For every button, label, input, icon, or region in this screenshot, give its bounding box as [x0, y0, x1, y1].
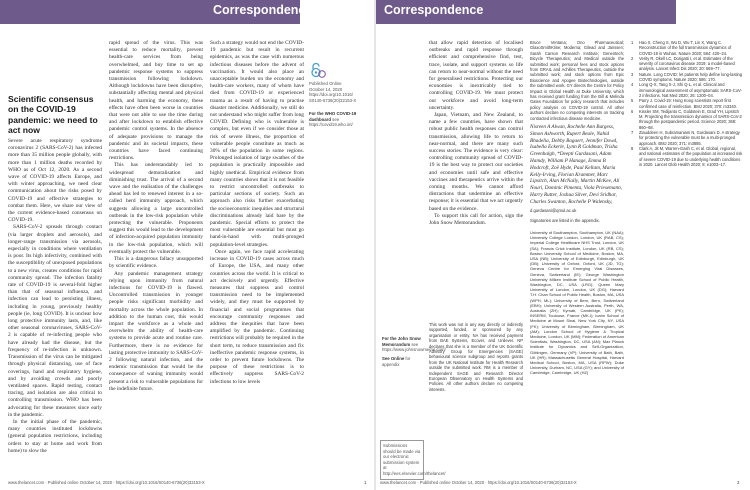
doi-link-suffix[interactable]: S0140-6736(20)32153-X: [309, 97, 357, 103]
paragraph: SARS-CoV-2 spreads through contact (via larger droplets and aerosols), and longer-range transmission via aerosols, especially in conditions where ventilation is poor. Its high infectivity, combined with the susceptibility of unexposed populations to a new virus, creates conditions for rapid community spread. The infection fatality rate of COVID-19 is several-fold higher than that of seasonal influenza, and infection can lead to persisting illness, including in young, previously healthy people (ie, long COVID). It is unclear how long protective immunity lasts, and, like other seasonal coronaviruses, SARS-CoV-2 is capable of re-infecting people who have already had the disease, but the frequency of re-infection is unknown. Transmission of the virus can be mitigated through physical distancing, use of face coverings, hand and respiratory hygiene, and by avoiding crowds and poorly ventilated spaces. Rapid testing, contact tracing, and isolation are also critical to controlling transmission. WHO has been advocating for these measures since early in the pandemic.: [8, 224, 102, 418]
john-snow-label: For the John Snow Memorandum: [382, 336, 421, 347]
reference-item: 1 Hao X, Cheng S, Wu D, Wu T, Lin X, Wang C. Reconstruction of the full transmission dynamics of COVID-19 in Wuhan. Nature 2020; 584: 420–24.: [631, 40, 732, 56]
section-title: Correspondence: [384, 3, 484, 17]
paragraph: Severe acute respiratory syndrome coronavirus 2 (SARS-CoV-2) has infected more than 35 million people globally, with more than 1 million deaths recorded by WHO as of Oct 12, 2020. As a second wave of COVID-19 affects Europe, and with winter approaching, we need clear communication about the risks posed by COVID-19 and effective strategies to combat them. Here, we share our view of the current evidence-based consensus on COVID-19.: [8, 138, 102, 224]
article-column-1: [8, 138, 102, 472]
left-page: [0, 0, 374, 490]
reference-item: 2 Verity R, Okell LC, Dorigatti I, et al. Estimates of the severity of coronavirus disease 2019: a model-based analysis. Lancet Infect Dis 2020; 20: 669–77.: [631, 55, 735, 72]
who-dashboard-note: [309, 111, 371, 128]
doi-link[interactable]: https://doi.org/10.1016/: [309, 92, 353, 98]
appendix-note: [382, 356, 424, 367]
section-title: Correspondence: [213, 3, 313, 17]
article-column-3: [210, 40, 304, 472]
paragraph: This has understandably led to widespread demoralisation and diminishing trust. The arrival of a second wave and the realisation of the challenges ahead has led to renewed interest in a so-called herd immunity approach, which suggests allowing a large uncontrolled outbreak in the low-risk population while protecting the vulnerable. Proponents suggest this would lead to the development of infection-acquired population immunity in the low-risk population, which will eventually protect the vulnerable.: [109, 162, 203, 255]
paragraph: To support this call for action, sign the John Snow Memorandum.: [429, 212, 523, 227]
footer-left: www.thelancet.com · Published online October 14, 2020 · https://doi.org/10.1016/S0140-6736(20)32153-X: [8, 480, 205, 485]
reference-item: 8 Clark A, Jit M, Warren-Gash C, et al. Global, regional, and national estimates of the population at increased risk of severe COVID-19 due to underlying health conditions in 2020. Lancet Glob Health 2020; 8: e1003–17.: [631, 145, 743, 167]
published-date: October 14, 2020: [309, 86, 343, 92]
affiliation-list: University of Southampton, Southampton, UK (NAA); University College London, London, UK (RAB, CS); Imperial College Healthcare NHS Trust, London, UK (SA); Francis Crick Institute, London, UK (RB, CS); Boston University School of Medicine, Boston, MA, USA (NB); University of Edinburgh, Edinburgh, UK (DB); University of Oxford, Oxford, UK (JD, TG); Geneva Centre for Emerging Viral Diseases, Geneva, Switzerland (IE); George Washington University Milken Institute School of Public Health, Washington, DC, USA (LRG); Queen Mary University of London, London, UK (DG); Harvard T.H. Chan School of Public Health, Boston, MA, USA (WPH, ML); University of Bern, Bern, Switzerland (EBH); University of Western Australia, Perth, WA, Australia (ZH); Kymab, Cambridge, UK (PK); INSERM, Toulouse, France (MK-I); Icahn School of Medicine at Mount Sinai, New York City, NY, USA (FK); University of Birmingham, Birmingham, UK (AM); London School of Hygiene & Tropical Medicine, London, UK (MM); Federation of American Scientists, Washington, DC, USA (AN); Max Planck Institute for Dynamics and Self-Organization, Göttingen, Germany (VP); University of Bath, Bath, UK (HR); Massachusetts General Hospital, Harvard Medical School, Boston, MA, USA (RPW); Duke University, Durham, NC, USA (GY); and University of Cambridge, Cambridge, UK (HZ): [530, 230, 624, 376]
affiliation-continued: Bruce Ventana; Ono Pharmaceutical; GlaxoSmithKline; Moderna; Gilead and Janssen; Sarah Carson Research Institute; Genentech; Bicycle Therapeutics; and Medical outside the submitted work; personal fees and stock options from GRAIL and Achilles Therapeutics, outside the submitted work; and stock options from Epic Bioscience and Apogee Biotechnologies, outside the submitted work. GY directs the Centre for Policy Impact in Global Health at Duke University, which has received grant funding from the Bill & Melinda Gates Foundation for policy research that includes policy analysis on COVID-19 control. All other authors declare no competing interests on tracking contracted infectious disease medicine.: [530, 40, 624, 121]
paragraph: This is a dangerous fallacy unsupported by scientific evidence.: [109, 256, 203, 270]
submissions-box: Submissions should be made via our electronic submission system at http://ees.elsevier.com/thelancet/: [380, 440, 424, 480]
footer-right: www.thelancet.com · Published online October 14, 2020 · https://doi.org/10.1016/S0140-6736(20)32153-X: [380, 480, 577, 485]
section-header-band: [376, 0, 676, 24]
reference-item: 5 Parry J. Covid-19: Hong Kong scientists report first confirmed case of reinfection. BMJ 2020; 370: m3340.: [631, 98, 738, 109]
paragraph: rapid spread of the virus. This was essential to reduce mortality, prevent health-care services from being overwhelmed, and buy time to set up pandemic response systems to suppress transmission following lockdown. Although lockdowns have been disruptive, substantially affecting mental and physical health, and harming the economy, these effects have often been worse in countries that were not able to use the time during and after lockdown to establish effective pandemic control systems. In the absence of adequate provisions to manage the pandemic and its societal impacts, these countries have faced continuing restrictions.: [109, 40, 203, 162]
competing-interests: This work was not in any way directly or indirectly supported, funded, or sponsored by any organisation or entity. NA has received payment from BAE Systems, Ecover, and Unilever. NP declares that she is a member of the UK Scientific Advisory Group for Emergencies (SAGE) behavioural science subgroup and reports grants from the UK National Institute for Health Research outside the submitted work. RM is a member of Independent SAGE and Research Director European Observatory on Health Systems and Policies. All other authors declare no competing interests.: [429, 322, 523, 392]
reference-item: 7 Ziauddeen H, Subramaniam N, Gurdasani D. A strategy for protecting the vulnerable must be a multi-pronged approach. BMJ 2020; 371: m3885.: [631, 130, 740, 146]
paragraph: Any pandemic management strategy relying upon immunity from natural infections for COVID-19 is flawed. Uncontrolled transmission in younger people risks significant morbidity and mortality across the whole population. In addition to the human cost, this would impact the workforce as a whole and overwhelm the ability of health-care systems to provide acute and routine care. Furthermore, there is no evidence for lasting protective immunity to SARS-CoV-2 following natural infection, and the endemic transmission that would be the consequence of waning immunity would present a risk to vulnerable populations for the indefinite future.: [109, 270, 203, 392]
publication-info: [309, 81, 371, 103]
right-page: [376, 0, 750, 490]
reference-item: 6 Kissler SM, Tedijanto C, Goldstein E, Grad YH, Lipsitch M. Projecting the transmission dynamics of SARS-CoV-2 through the postpandemic period. Science 2020; 368: 860–68.: [631, 108, 742, 130]
creative-commons-icon: [318, 70, 326, 78]
section-header-band: [0, 0, 313, 24]
who-dashboard-link[interactable]: see https://covid19.who.int/: [309, 116, 353, 128]
appendix-text: for appendix: [382, 356, 411, 367]
john-snow-note: [382, 336, 446, 353]
appendix-label: See Online: [382, 356, 405, 361]
corresponding-email[interactable]: d.gurdasani@qmul.ac.uk: [530, 208, 577, 213]
reference-item: 4 Long Q-X, Tang X-J, Shi Q-L, et al. Clinical and immunological assessment of asymptomatic SARS-CoV-2 infections. Nat Med 2020; 26: 1200–04.: [631, 82, 742, 98]
who-dashboard-label: For the WHO COVID-19 dashboard: [309, 111, 357, 122]
paragraph: Japan, Vietnam, and New Zealand, to name a few countries, have shown that robust public health responses can control transmission, allowing life to return to near-normal, and there are many such success stories. The evidence is very clear: controlling community spread of COVID-19 is the best way to protect our societies and economies until safe and effective vaccines and therapeutics arrive within the coming months. We cannot afford distractions that undermine an effective response; it is essential that we act urgently based on the evidence.: [429, 112, 523, 212]
paragraph: Once again, we face rapid accelerating increase in COVID-19 cases across much of Europe, the USA, and many other countries across the world. It is critical to act decisively and urgently. Effective measures that suppress and control transmission need to be implemented widely, and they must be supported by financial and social programmes that encourage community responses and address the inequities that have been amplified by the pandemic. Continuing restrictions will probably be required in the short term, to reduce transmission and fix ineffective pandemic response systems, in order to prevent future lockdowns. The purpose of these restrictions is to effectively suppress SARS-CoV-2 infections to low levels: [210, 248, 304, 385]
page-number-left: 1: [364, 480, 367, 485]
article-title: Scientific consensus on the COVID-19 pandemic: we need to act now: [8, 94, 98, 136]
reference-item: 3 Nature. Long COVID: let patients help define long-lasting COVID symptoms. Nature 2020; 586: 170.: [631, 71, 743, 83]
published-online-label: Published Online: [309, 81, 342, 86]
signatories-note: Signatories are listed in the appendix.: [530, 218, 600, 223]
right-column-1: [429, 40, 523, 320]
paragraph: that allow rapid detection of localised outbreaks and rapid response through efficient and comprehensive find, test, trace, isolate, and support systems so life can return to near-normal without the need for generalised restrictions. Protecting our economies is inextricably tied to controlling COVID-19. We must protect our workforce and avoid long-term uncertainty.: [429, 40, 523, 111]
john-snow-link[interactable]: see https://www.johnsnowmemo.com/: [382, 341, 446, 353]
page-number-right: 2: [737, 480, 740, 485]
paragraph: Such a strategy would not end the COVID-19 pandemic but result in recurrent epidemics, as was the case with numerous infectious diseases before the advent of vaccination. It would also place an unacceptable burden on the economy and health-care workers, many of whom have died from COVID-19 or experienced trauma as a result of having to practise disaster medicine. Additionally, we still do not understand who might suffer from long COVID. Defining who is vulnerable is complex, but even if we consider those at risk of severe illness, the proportion of vulnerable people constitute as much as 30% of the population in some regions. Prolonged isolation of large swathes of the population is practically impossible and highly unethical. Empirical evidence from many countries shows that it is not feasible to restrict uncontrolled outbreaks to particular sections of society. Such an approach also risks further exacerbating the socioeconomic inequities and structural discriminations already laid bare by the pandemic. Special efforts to protect the most vulnerable are essential but must go hand-in-hand with multi-pronged population-level strategies.: [210, 40, 304, 248]
reference-list: [631, 40, 743, 167]
paragraph: In the initial phase of the pandemic, many countries instituted lockdowns (general population restrictions, including orders to stay at home and work from home) to slow the: [8, 418, 102, 454]
article-column-2: [109, 40, 203, 472]
author-list: Nisreen A Alwan, Rochelle Ann Burgess, Simon Ashworth, Rupert Beale, Nahid Bhadelia, Debby Bogaert, Jennifer Dowd, Isabella Eckerle, Lynn R Goldman, Trisha Greenhalgh, *Deepti Gurdasani, Adam Hamdy, William P Hanage, Emma B Hodcroft, Zoë Hyde, Paul Kellam, Maria Kelly-Irving, Florian Krammer, Marc Lipsitch, Alan McNally, Martin McKee, Ali Nouri, Dominic Pimenta, Viola Priesemann, Harry Rutter, Joshua Silver, Devi Sridhar, Charles Swanton, Rochelle P Walensky,: [530, 124, 622, 205]
